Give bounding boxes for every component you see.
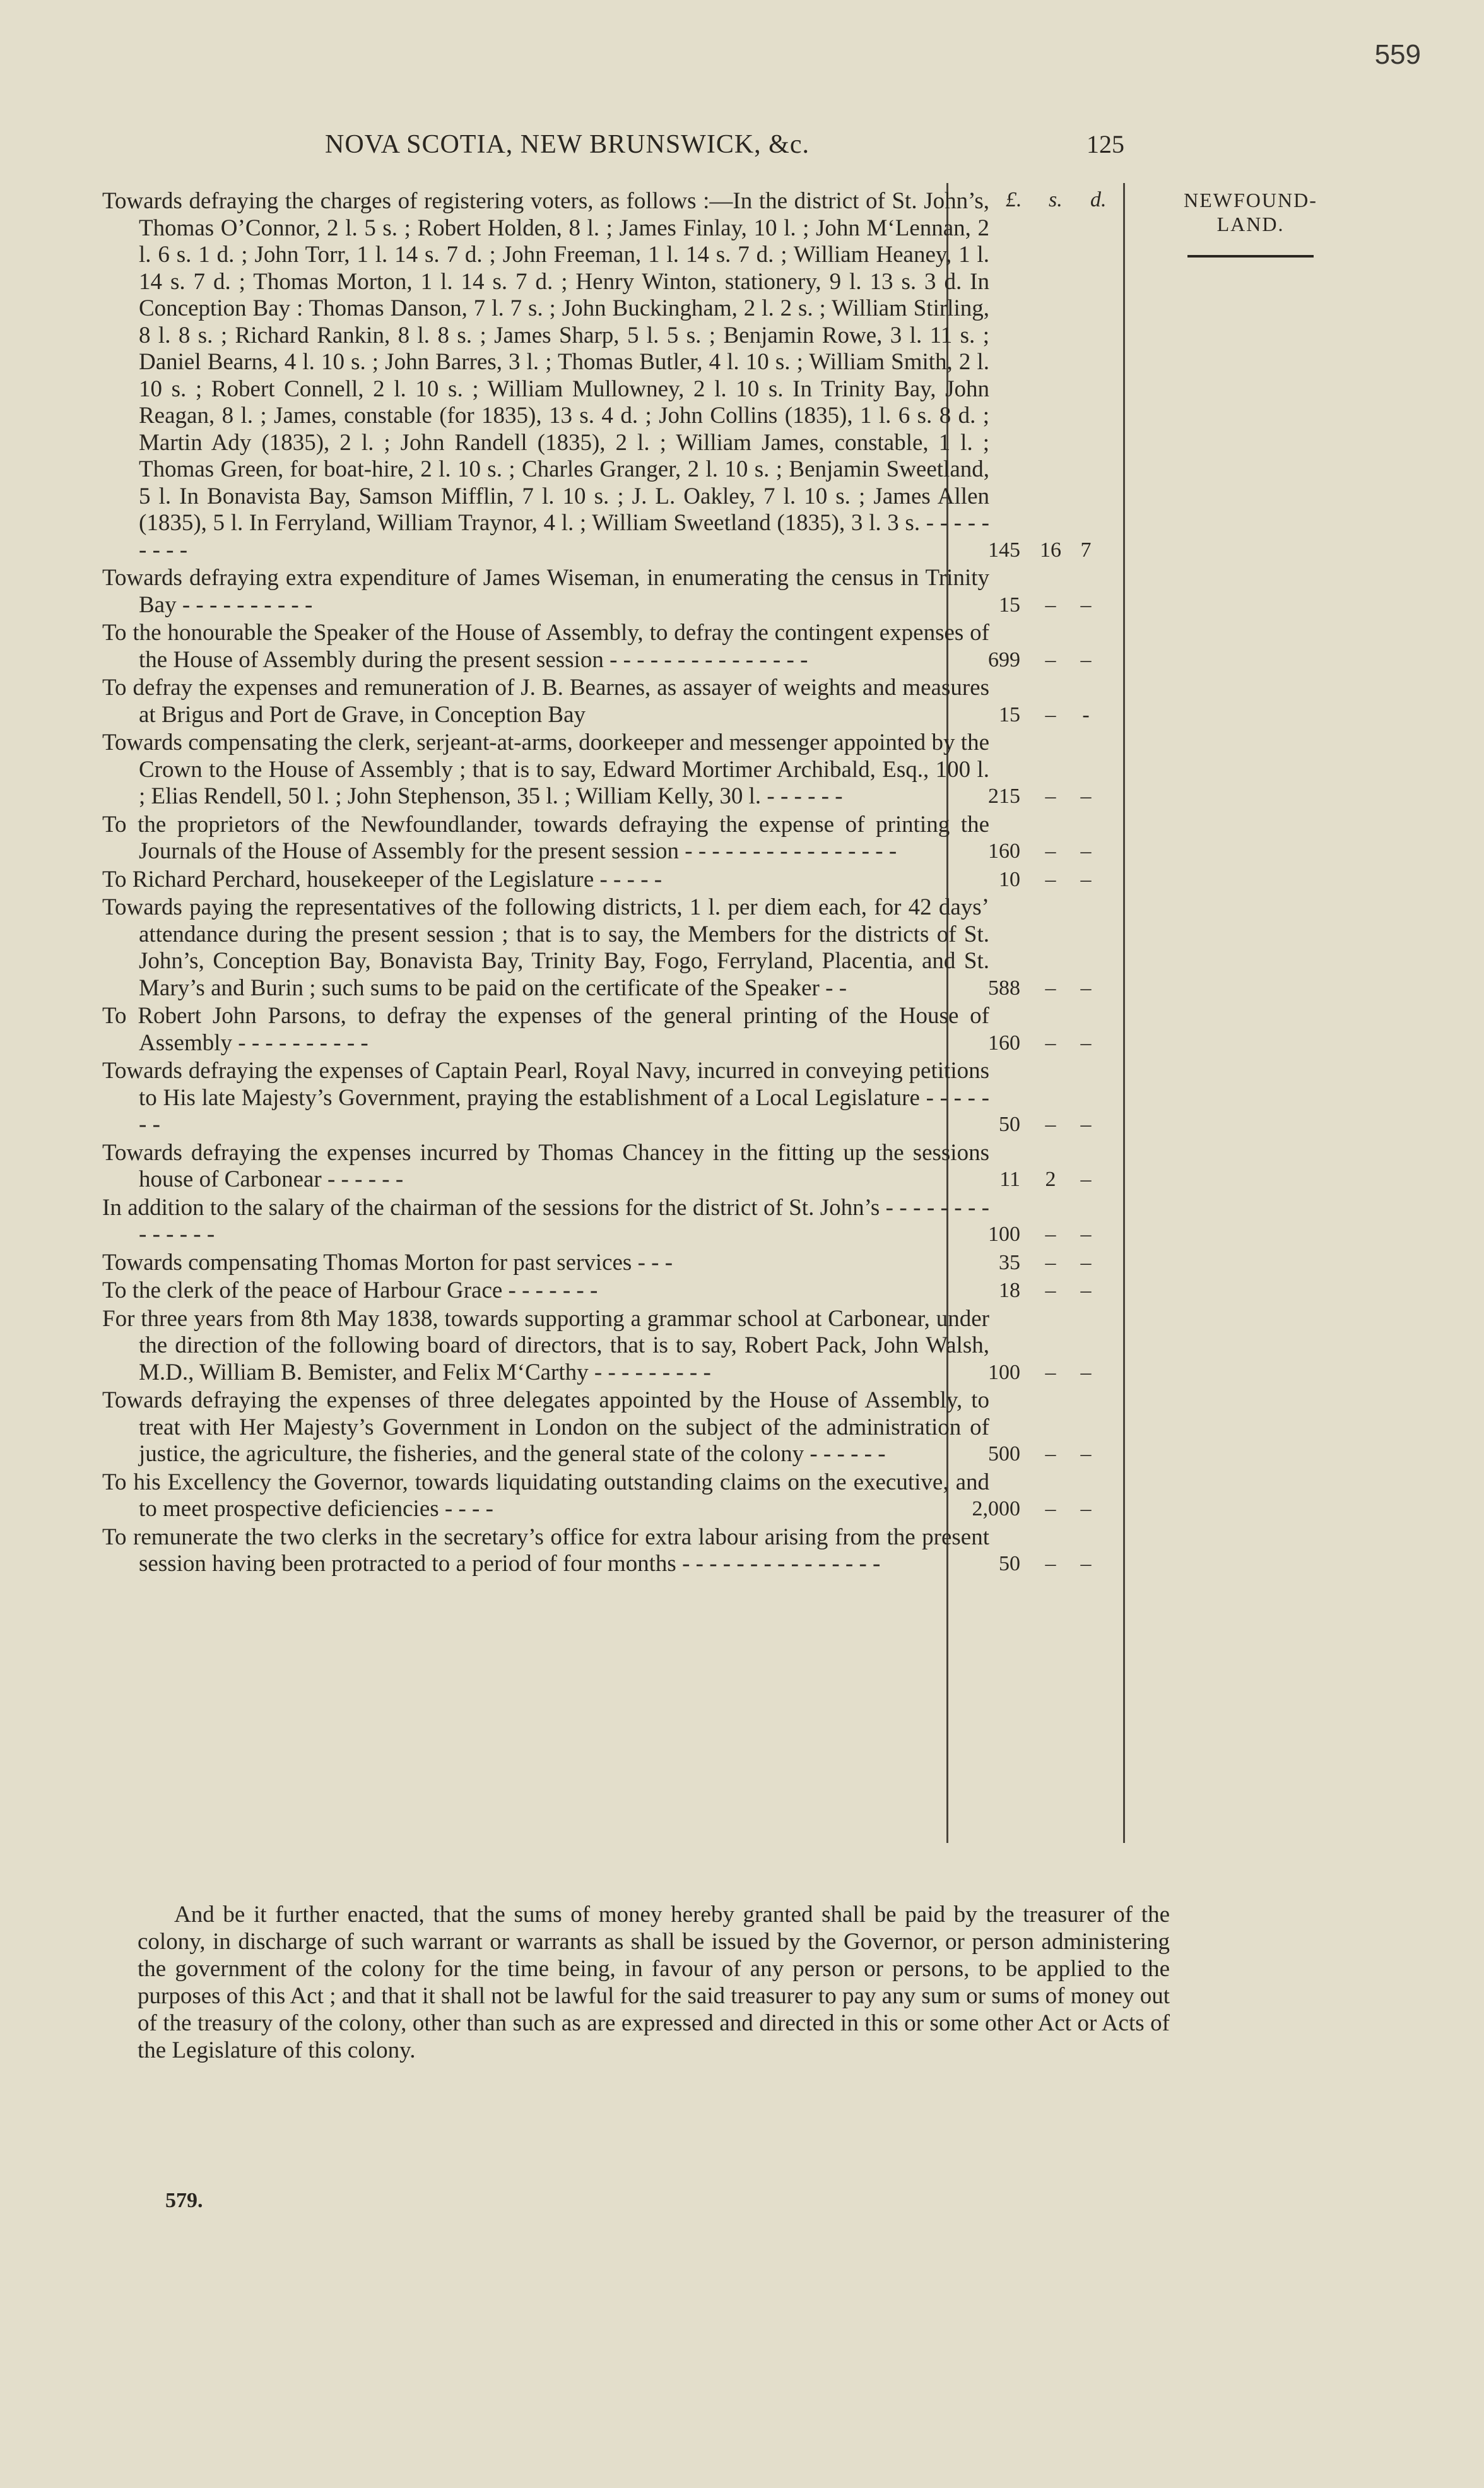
pence-head: d. (1090, 188, 1107, 211)
appropriation-item (102, 867, 1238, 894)
item-text: To the proprietors of the Newfoundlander, towards defraying the expense of printing the Journals of the House of Assembly for the present session - - - - - - - - - - - - - - - - (102, 811, 989, 864)
amount-pence: – (1080, 1552, 1092, 1575)
amount-pounds: 18 (999, 1279, 1020, 1302)
appropriation-item (102, 1058, 1238, 1139)
appropriation-item (102, 620, 1238, 673)
item-text: In addition to the salary of the chairman of the sessions for the district of St. John’s - - - - - - - - - - - - - - (102, 1194, 989, 1247)
amount-shillings: – (1045, 976, 1056, 1000)
item-text: To the honourable the Speaker of the House of Assembly, to defray the contingent expenses of the House of Assembly during the present session - - - - - - - - - - - - - - - (102, 620, 989, 673)
appropriation-item (102, 1140, 1238, 1194)
amount-pence: – (1080, 1279, 1092, 1302)
appropriation-item (102, 565, 1238, 619)
amount-pounds: 145 (988, 538, 1020, 562)
appropriation-item (102, 730, 1238, 810)
appropriation-item (102, 812, 1238, 865)
enacting-clause: And be it further enacted, that the sums of money hereby granted shall be paid by the treasurer of the colony, in discharge of such warrant or warrants as shall be issued by the Governor, or person administering the government of the colony for the time being, in favour of any person or persons, to be applied to the purposes of this Act ; and that it shall not be lawful for the said treasurer to pay any sum or sums of money out of the treasury of the colony, other than such as are expressed and directed in this or some other Act or Acts of the Legislature of this colony. (138, 1902, 1170, 2063)
amount-pounds: 50 (999, 1552, 1020, 1575)
amount-shillings: – (1045, 1113, 1056, 1136)
item-text: To his Excellency the Governor, towards liquidating outstanding claims on the executive, and to meet prospective deficiencies - - - - (102, 1469, 989, 1522)
amount-pence: – (1080, 648, 1092, 672)
amount-shillings: 2 (1045, 1168, 1056, 1191)
amount-pence: – (1080, 867, 1092, 891)
appropriation-item (102, 894, 1238, 1002)
pounds-head: £. (1006, 188, 1022, 211)
amount-pence: – (1080, 1223, 1092, 1246)
item-text: Towards compensating the clerk, serjeant-at-arms, doorkeeper and messenger appointed by the Crown to the House of Assembly ; that is to say, Edward Mortimer Archibald, Esq., 100 l. ; Elias Rendell, 50 l. ; John Stephenson, 35 l. ; William Kelly, 30 l. - - - - - - (102, 730, 989, 809)
amount-shillings: – (1045, 1552, 1056, 1575)
item-text: Towards compensating Thomas Morton for past services - - - (102, 1249, 673, 1276)
amount-pounds: 100 (988, 1360, 1020, 1384)
amount-pounds: 10 (999, 867, 1020, 891)
margin-note: NEWFOUND-LAND. (1184, 189, 1317, 235)
page-number: 559 (1374, 39, 1421, 70)
item-text: To Robert John Parsons, to defray the expenses of the general printing of the House of Assembly - - - - - - - - - - (102, 1003, 989, 1056)
item-text: Towards defraying extra expenditure of James Wiseman, in enumerating the census in Trinity Bay - - - - - - - - - - (102, 565, 989, 618)
appropriation-item (102, 1277, 1238, 1305)
appropriation-item (102, 1387, 1238, 1468)
amount-pounds: 699 (988, 648, 1020, 672)
item-text: Towards paying the representatives of the following districts, 1 l. per diem each, for 42 days’ attendance during the present session ; that is to say, the Members for the districts of St. John’s, Conception Bay, Bonavista Bay, Trinity Bay, Fogo, Ferryland, Placentia, and St. Mary’s and Burin ; such sums to be paid on the certificate of the Speaker - - (102, 894, 989, 1001)
shillings-head: s. (1049, 188, 1063, 211)
amount-shillings: 16 (1040, 538, 1061, 562)
item-text: Towards defraying the expenses of Captain Pearl, Royal Navy, incurred in conveying petitions to His late Majesty’s Government, praying the establishment of a Local Legislature - - - - - - - (102, 1058, 989, 1137)
appropriation-item (102, 675, 1238, 728)
running-page-number: 125 (1086, 130, 1124, 158)
appropriation-list (102, 188, 1238, 1579)
amount-pence: – (1080, 1250, 1092, 1274)
folio-number: 579. (165, 2189, 203, 2212)
appropriation-item (102, 1250, 1238, 1277)
amount-shillings: – (1045, 1250, 1056, 1274)
amount-pounds: 2,000 (972, 1497, 1020, 1520)
amount-shillings: – (1045, 648, 1056, 672)
amount-shillings: – (1045, 1031, 1056, 1055)
amount-shillings: – (1045, 1279, 1056, 1302)
amount-shillings: – (1045, 839, 1056, 863)
item-text: To remunerate the two clerks in the secretary’s office for extra labour arising from the present session having been protracted to a period of four months - - - - - - - - - - - - - - - (102, 1524, 989, 1577)
item-text: To defray the expenses and remuneration of J. B. Bearnes, as assayer of weights and measures at Brigus and Port de Grave, in Conception Bay (102, 675, 989, 728)
amount-pounds: 588 (988, 976, 1020, 1000)
amount-pounds: 100 (988, 1223, 1020, 1246)
amount-pence: – (1080, 1497, 1092, 1520)
amount-shillings: – (1045, 785, 1056, 808)
item-gap (102, 1578, 1238, 1579)
amount-pence: – (1080, 785, 1092, 808)
item-text: For three years from 8th May 1838, towards supporting a grammar school at Carbonear, under the direction of the following board of directors, that is to say, Robert Pack, John Walsh, M.D., William B. Bemister, and Felix M‘Carthy - - - - - - - - - (102, 1305, 989, 1385)
amount-pence: – (1080, 593, 1092, 617)
amount-pounds: 35 (999, 1250, 1020, 1274)
amount-pounds: 160 (988, 839, 1020, 863)
item-text: Towards defraying the expenses incurred by Thomas Chancey in the fitting up the sessions house of Carbonear - - - - - - (102, 1139, 989, 1192)
appropriation-item (102, 1524, 1238, 1578)
amount-pounds: 15 (999, 593, 1020, 617)
running-head: NOVA SCOTIA, NEW BRUNSWICK, &c. (325, 130, 810, 159)
item-text: To the clerk of the peace of Harbour Grace - - - - - - - (102, 1277, 598, 1303)
amount-pence: – (1080, 1360, 1092, 1384)
amount-pence: – (1080, 839, 1092, 863)
amount-pence: – (1080, 1113, 1092, 1136)
amount-shillings: – (1045, 1223, 1056, 1246)
amount-shillings: – (1045, 593, 1056, 617)
item-text: To Richard Perchard, housekeeper of the Legislature - - - - - (102, 866, 662, 892)
amount-pounds: 50 (999, 1113, 1020, 1136)
amount-shillings: – (1045, 1360, 1056, 1384)
appropriation-item (102, 1469, 1238, 1523)
amount-shillings: – (1045, 867, 1056, 891)
appropriation-item (102, 188, 1238, 564)
amount-pence: - (1082, 702, 1090, 726)
amount-pence: 7 (1080, 538, 1092, 562)
amount-pence: – (1080, 976, 1092, 1000)
amount-pounds: 500 (988, 1442, 1020, 1466)
amount-pounds: 15 (999, 702, 1020, 726)
appropriation-item (102, 1195, 1238, 1248)
amount-pence: – (1080, 1031, 1092, 1055)
amount-pounds: 215 (988, 785, 1020, 808)
item-text: Towards defraying the charges of registering voters, as follows :—In the district of St. John’s, Thomas O’Connor, 2 l. 5 s. ; Robert Holden, 8 l. ; James Finlay, 10 l. ; John M‘Lennan, 2 l. 6 s. 1 d. ; John Torr, 1 l. 14 s. 7 d. ; John Freeman, 1 l. 14 s. 7 d. ; William Heaney, 1 l. 14 s. 7 d. ; Thomas Morton, 1 l. 14 s. 7 d. ; Henry Winton, stationery, 9 l. 13 s. 3 d. In Conception Bay : Thomas Danson, 7 l. 7 s. ; John Buckingham, 2 l. 2 s. ; William Stirling, 8 l. 8 s. ; Richard Rankin, 8 l. 8 s. ; James Sharp, 5 l. 5 s. ; Benjamin Rowe, 3 l. 11 s. ; Daniel Bearns, 4 l. 10 s. ; John Barres, 3 l. ; Thomas Butler, 4 l. 10 s. ; William Smith, 2 l. 10 s. ; Robert Connell, 2 l. 10 s. ; William Mullowney, 2 l. 10 s. In Trinity Bay, John Reagan, 8 l. ; James, constable (for 1835), 13 s. 4 d. ; John Collins (1835), 1 l. 6 s. 8 d. ; Martin Ady (1835), 2 l. ; John Randell (1835), 2 l. ; William James, constable, 1 l. ; Thomas Green, for boat-hire, 2 l. 10 s. ; Charles Granger, 2 l. 10 s. ; Benjamin Sweetland, 5 l. In Bonavista Bay, Samson Mifflin, 7 l. 10 s. ; J. L. Oakley, 7 l. 10 s. ; James Allen (1835), 5 l. In Ferryland, William Traynor, 4 l. ; William Sweetland (1835), 3 l. 3 s. - - - - - - - - - (102, 188, 989, 563)
item-text: Towards defraying the expenses of three delegates appointed by the House of Assembly, to treat with Her Majesty’s Government in London on the subject of the administration of justice, the agriculture, the fisheries, and the general state of the colony - - - - - - (102, 1387, 989, 1467)
amount-shillings: – (1045, 702, 1056, 726)
amount-pounds: 160 (988, 1031, 1020, 1055)
appropriation-item (102, 1003, 1238, 1057)
amount-shillings: – (1045, 1497, 1056, 1520)
amount-pounds: 11 (999, 1168, 1020, 1191)
appropriation-item (102, 1306, 1238, 1387)
amount-shillings: – (1045, 1442, 1056, 1466)
amount-pence: – (1080, 1442, 1092, 1466)
amount-pence: – (1080, 1168, 1092, 1191)
